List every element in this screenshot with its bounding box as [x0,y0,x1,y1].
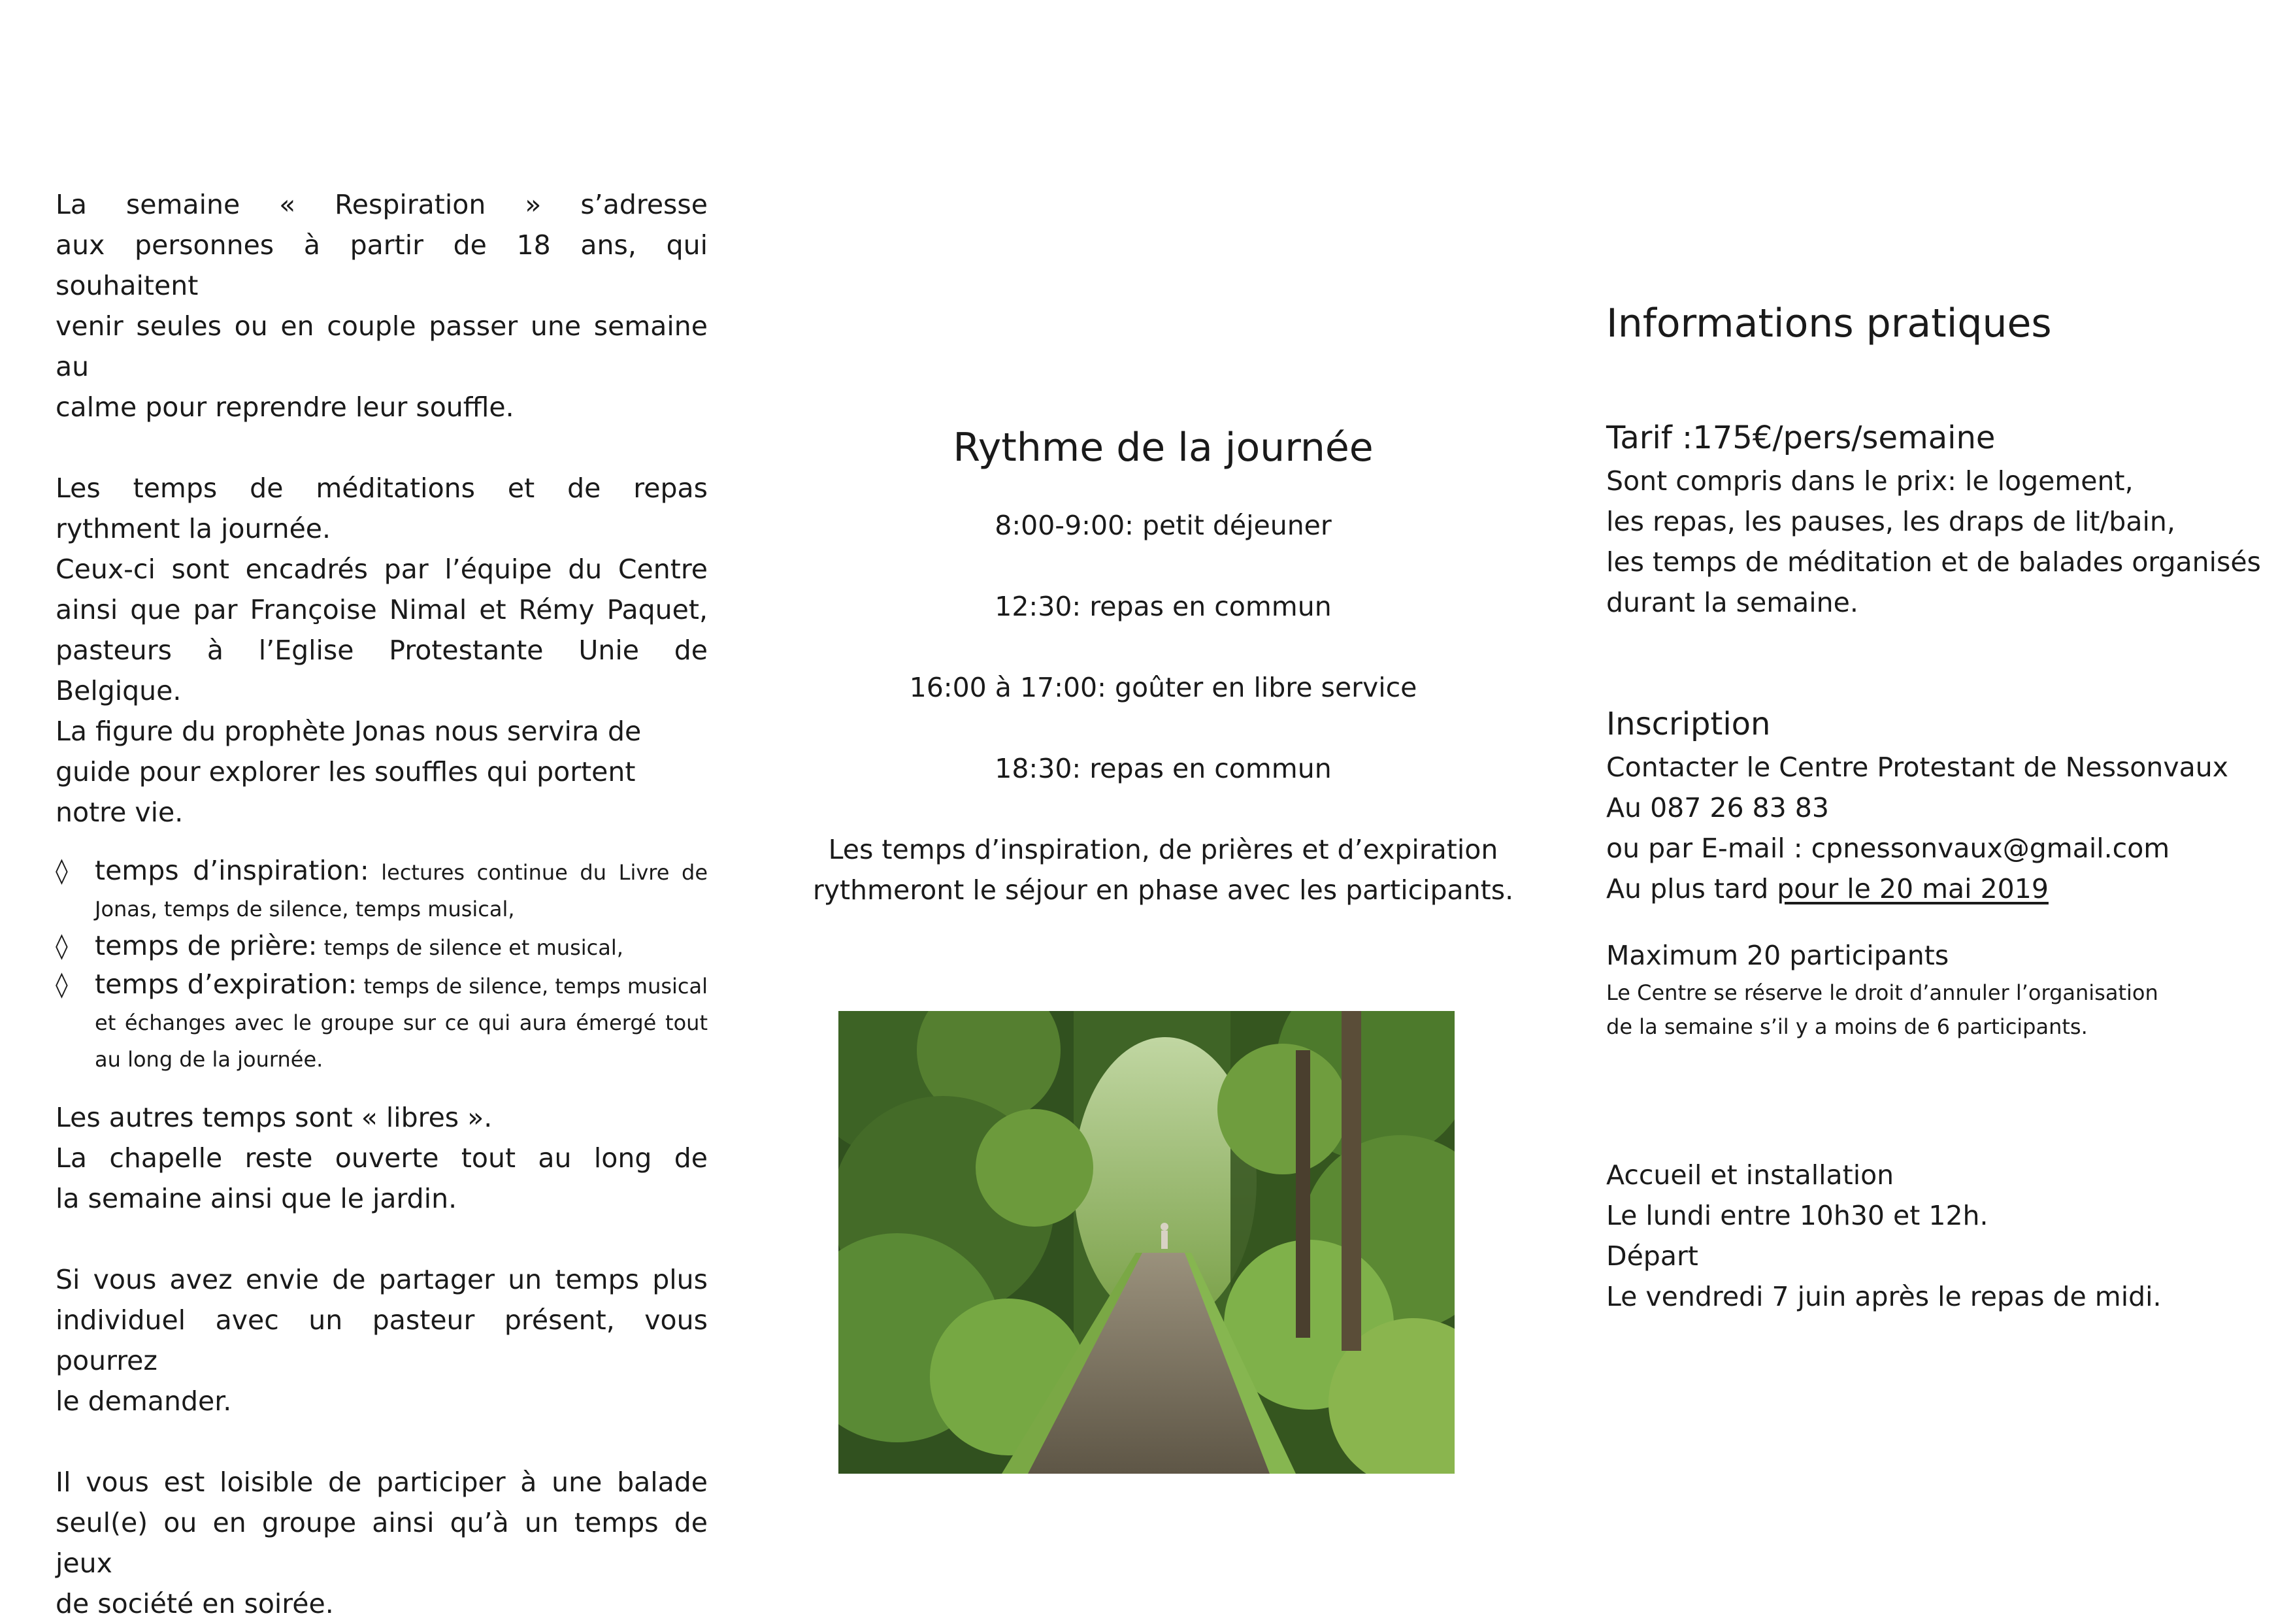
schedule-item: 16:00 à 17:00: goûter en libre service [909,672,1417,703]
contact-line: ou par E-mail : cpnessonvaux@gmail.com [1606,833,2170,864]
closing-line: Les temps d’inspiration, de prières et d’expiration [828,834,1498,865]
diamond-bullet-icon: ◊ [56,970,68,999]
inscription-label: Inscription [1606,706,1771,742]
included-line: Sont compris dans le prix: le logement, [1606,465,2134,497]
team-line: ainsi que par Françoise Nimal et Rémy Paquet, [56,594,708,625]
accueil-label: Accueil et installation [1606,1159,1894,1191]
theme-text: temps de silence, temps musical et échanges avec le groupe sur ce qui aura émergé tout au long de la journée. [95,974,708,1072]
pastor-line: Si vous avez envie de partager un temps plus [56,1264,708,1295]
left-column [56,184,708,1624]
theme-title: temps d’inspiration [95,855,360,886]
free-line: Les autres temps sont « libres ». [56,1102,493,1133]
contact-line: Au 087 26 83 83 [1606,792,1829,823]
contact-line: Contacter le Centre Protestant de Nessonvaux [1606,752,2229,783]
pastor-line: le demander. [56,1385,232,1417]
forest-path-image [838,1011,1455,1474]
schedule-title: Rythme de la journée [953,425,1374,471]
theme-title: temps de prière [95,930,308,961]
themes-list [56,852,708,1078]
theme-item: ◊ temps d’expiration: temps de silence, temps musical et échanges avec le groupe sur ce qui aura émergé tout au long de la journée. [56,966,708,1078]
included-line: durant la semaine. [1606,587,1858,618]
schedule-item: 8:00-9:00: petit déjeuner [995,510,1332,541]
deadline: Au plus tard pour le 20 mai 2019 [1606,873,2049,904]
team-line: pasteurs à l’Eglise Protestante Unie de Belgique. [56,635,708,706]
intro-line: calme pour reprendre leur souffle. [56,391,514,423]
accueil-time: Le lundi entre 10h30 et 12h. [1606,1200,1988,1231]
cancel-line: Le Centre se réserve le droit d’annuler l’organisation [1606,980,2158,1005]
jonas-line: La figure du prophète Jonas nous servira de [56,716,642,747]
walk-line: de société en soirée. [56,1588,334,1619]
practical-info-title: Informations pratiques [1606,301,2052,346]
schedule-item: 18:30: repas en commun [995,753,1332,784]
depart-time: Le vendredi 7 juin après le repas de midi. [1606,1281,2162,1312]
rhythm-line: Les temps de méditations et de repas [56,472,708,504]
rhythm-line: rythment la journée. [56,513,331,544]
theme-text: temps de silence et musical, [317,935,623,960]
theme-item: ◊ temps d’inspiration: lectures continue du Livre de Jonas, temps de silence, temps musical, [56,852,708,927]
cancel-line: de la semaine s’il y a moins de 6 participants. [1606,1014,2088,1039]
jonas-line: notre vie. [56,797,184,828]
diamond-bullet-icon: ◊ [56,856,68,885]
pastor-line: individuel avec un pasteur présent, vous pourrez [56,1304,708,1376]
forest-path-photo [838,1011,1455,1474]
free-line: la semaine ainsi que le jardin. [56,1183,457,1214]
middle-column [784,415,1542,910]
depart-label: Départ [1606,1240,1698,1272]
schedule-item: 12:30: repas en commun [995,591,1332,622]
included-line: les repas, les pauses, les draps de lit/bain, [1606,506,2175,537]
walk-line: seul(e) ou en groupe ainsi qu’à un temps de jeux [56,1507,708,1579]
max-participants: Maximum 20 participants [1606,940,1949,971]
intro-line: La semaine « Respiration » s’adresse [56,189,708,220]
closing-line: rythmeront le séjour en phase avec les participants. [812,874,1514,906]
team-line: Ceux-ci sont encadrés par l’équipe du Centre [56,554,708,585]
diamond-bullet-icon: ◊ [56,931,68,960]
free-line: La chapelle reste ouverte tout au long de [56,1142,708,1174]
theme-text: lectures continue du Livre de Jonas, temps de silence, temps musical, [95,860,708,921]
theme-title: temps d’expiration [95,969,348,1000]
intro-line: venir seules ou en couple passer une semaine au [56,310,708,382]
jonas-line: guide pour explorer les souffles qui portent [56,756,636,787]
intro-line: aux personnes à partir de 18 ans, qui souhaitent [56,229,708,301]
walk-line: Il vous est loisible de participer à une balade [56,1467,708,1498]
tarif-label: Tarif :175€/pers/semaine [1606,420,1996,456]
theme-item: ◊ temps de prière: temps de silence et musical, [56,927,708,966]
included-line: les temps de méditation et de balades organisés [1606,546,2261,578]
right-column [1606,294,2292,1317]
deadline-date: pour le 20 mai 2019 [1777,873,2049,904]
